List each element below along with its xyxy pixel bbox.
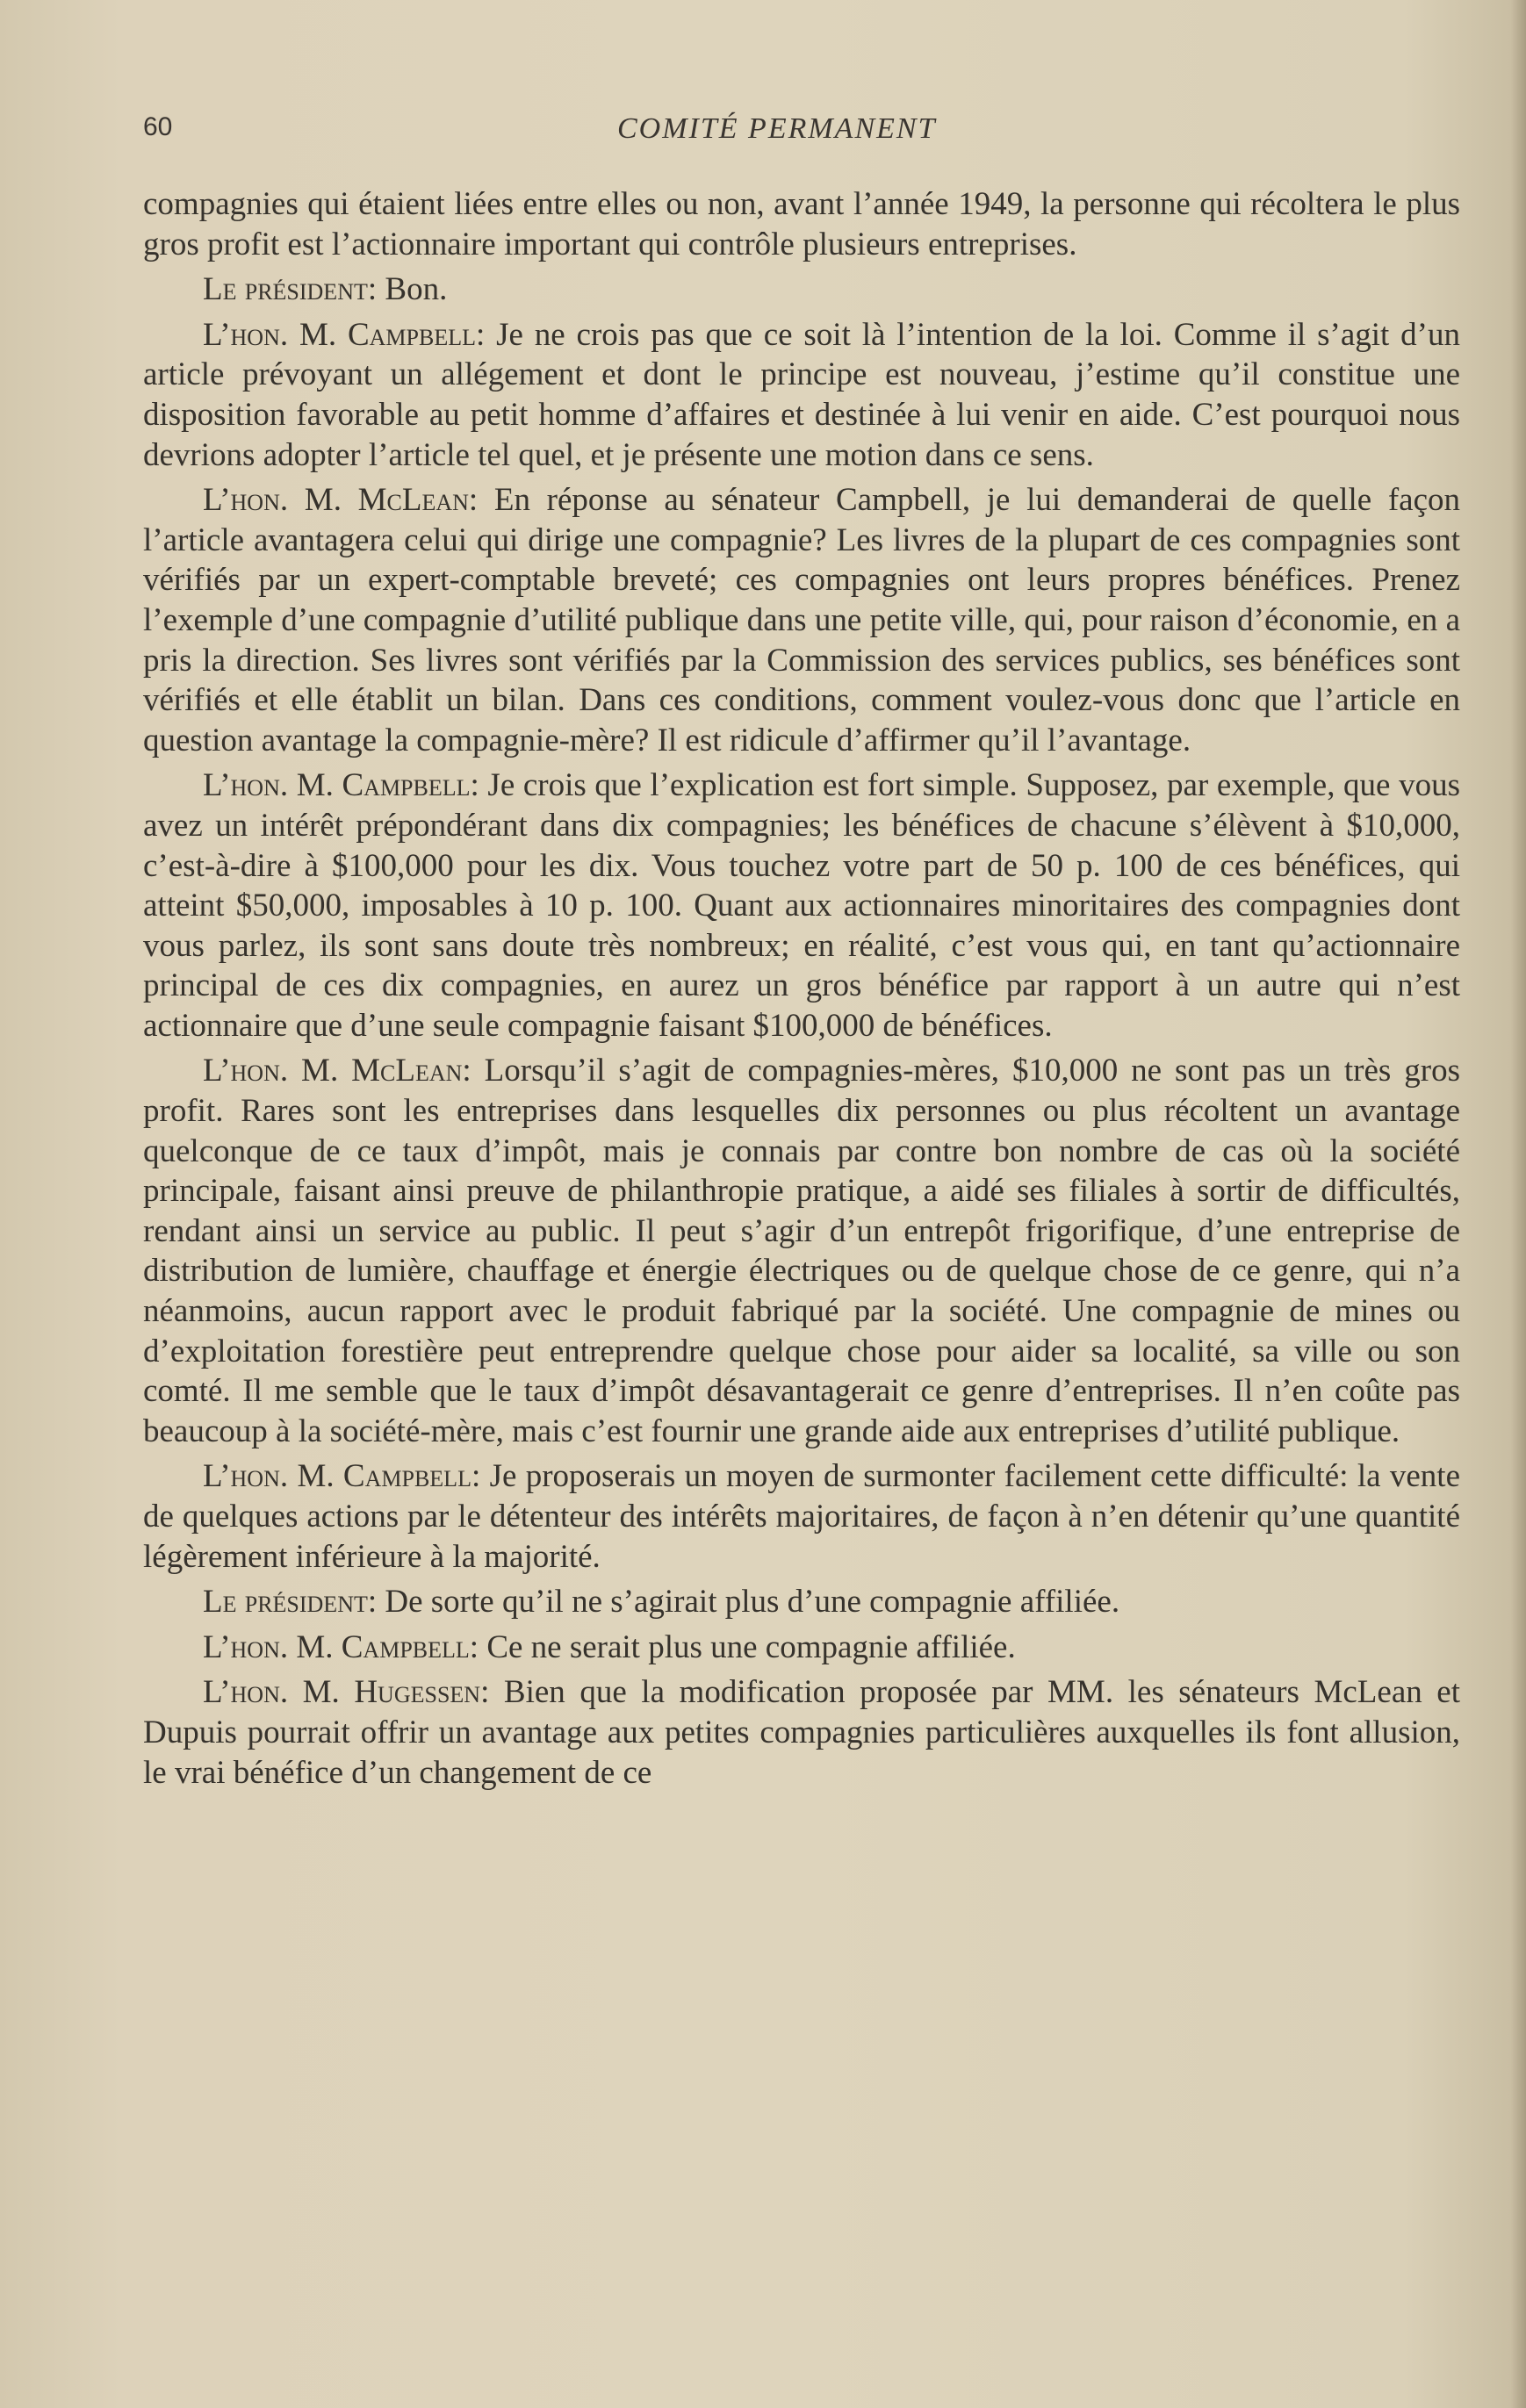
paragraph-text: Lorsqu’il s’agit de compagnies-mères, $10,000 ne sont pas un très gros profit. Rares sont les entreprises dans lesquelles dix personnes ou plus récoltent un avantage quelconque de ce taux d’impôt, mais je connais par contre bon nombre de cas où la société principale, faisant ainsi preuve de philanthropie pratique, a aidé ses filiales à sortir de difficultés, rendant ainsi un service au public. Il peut s’agir d’un entrepôt frigorifique, d’une entreprise de distribution de lumière, chauffage et énergie électriques ou de quelque chose de ce genre, qui n’a néanmoins, aucun rapport avec le produit fabriqué par la société. Une compagnie de mines ou d’exploitation forestière peut entreprendre quelque chose pour aider sa localité, sa ville ou son comté. Il me semble que le taux d’impôt désavantagerait ce genre d’entreprises. Il n’en coûte pas beaucoup à la société-mère, mais c’est fournir une grande aide aux entreprises d’utilité publique. xyxy=(143,1053,1460,1449)
paragraph xyxy=(143,1628,1460,1668)
speaker-name: L’hon. M. Campbell: xyxy=(203,1628,479,1665)
paragraph-text: En réponse au sénateur Campbell, je lui demanderai de quelle façon l’article avantagera celui qui dirige une compagnie? Les livres de la plupart de ces compagnies sont vérifiés par un expert-comptable breveté; ces compagnies ont leurs propres bénéfices. Prenez l’exemple d’une compagnie d’utilité publique dans une petite ville, qui, pour raison d’économie, en a pris la direction. Ses livres sont vérifiés par la Commission des services publics, ses bénéfices sont vérifiés et elle établit un bilan. Dans ces conditions, comment voulez-vous donc que l’article en question avantage la compagnie-mère? Il est ridicule d’affirmer qu’il l’avantage. xyxy=(143,482,1461,758)
speaker-name: L’hon. M. Hugessen: xyxy=(203,1674,490,1711)
paragraph-text: De sorte qu’il ne s’agirait plus d’une compagnie affiliée. xyxy=(385,1584,1120,1621)
speaker-name: L’hon. M. McLean: xyxy=(203,482,479,519)
running-head: COMITÉ PERMANENT xyxy=(617,112,937,145)
paragraph xyxy=(143,315,1460,475)
paragraph xyxy=(143,480,1460,760)
page-body xyxy=(143,184,1460,1798)
paragraph-text: Bien que la modification proposée par MM. les sénateurs McLean et Dupuis pourrait offrir un avantage aux petites compagnies particulières auxquelles ils font allusion, le vrai bénéfice d’un changement de ce xyxy=(143,1674,1460,1791)
speaker-name: L’hon. M. McLean: xyxy=(203,1053,471,1089)
paragraph-text: Je crois que l’explication est fort simple. Supposez, par exemple, que vous avez un intérêt prépondérant dans dix compagnies; les bénéfices de chacune s’élèvent à $10,000, c’est-à-dire à $100,000 pour les dix. Vous touchez votre part de 50 p. 100 de ces bénéfices, qui atteint $50,000, imposables à 10 p. 100. Quant aux actionnaires minoritaires des compagnies dont vous parlez, ils sont sans doute très nombreux; en réalité, c’est vous qui, en tant qu’actionnaire principal de ces dix compagnies, en aurez un gros bénéfice par rapport à un autre qui n’est actionnaire que d’une seule compagnie faisant $100,000 de bénéfices. xyxy=(143,767,1460,1044)
paragraph-text: compagnies qui étaient liées entre elles ou non, avant l’année 1949, la personne qui récoltera le plus gros profit est l’actionnaire important qui contrôle plusieurs entreprises. xyxy=(143,186,1460,262)
page-header xyxy=(143,112,1460,151)
paragraph xyxy=(143,766,1460,1046)
speaker-name: Le président: xyxy=(203,271,378,308)
paragraph-text: Bon. xyxy=(385,271,448,308)
paragraph xyxy=(143,270,1460,310)
paragraph-text: Ce ne serait plus une compagnie affiliée. xyxy=(486,1628,1016,1665)
speaker-name: L’hon. M. Campbell: xyxy=(203,316,486,353)
paragraph xyxy=(143,1672,1460,1793)
paragraph-text: Je ne crois pas que ce soit là l’intention de la loi. Comme il s’agit d’un article prévoyant un allégement et dont le principe est nouveau, j’estime qu’il constitue une disposition favorable au petit homme d’affaires et destinée à lui venir en aide. C’est pourquoi nous devrions adopter l’article tel quel, et je présente une motion dans ce sens. xyxy=(143,316,1460,473)
speaker-name: Le président: xyxy=(203,1584,378,1621)
paragraph xyxy=(143,1582,1460,1622)
paragraph xyxy=(143,1456,1460,1577)
speaker-name: L’hon. M. Campbell: xyxy=(203,767,479,804)
paragraph xyxy=(143,1051,1460,1451)
paragraph xyxy=(143,184,1460,264)
paragraph-text: Je proposerais un moyen de surmonter facilement cette difficulté: la vente de quelques actions par le détenteur des intérêts majoritaires, de façon à n’en détenir qu’une quantité légèrement inférieure à la majorité. xyxy=(143,1458,1460,1575)
page-number: 60 xyxy=(143,112,173,141)
speaker-name: L’hon. M. Campbell: xyxy=(203,1458,481,1495)
